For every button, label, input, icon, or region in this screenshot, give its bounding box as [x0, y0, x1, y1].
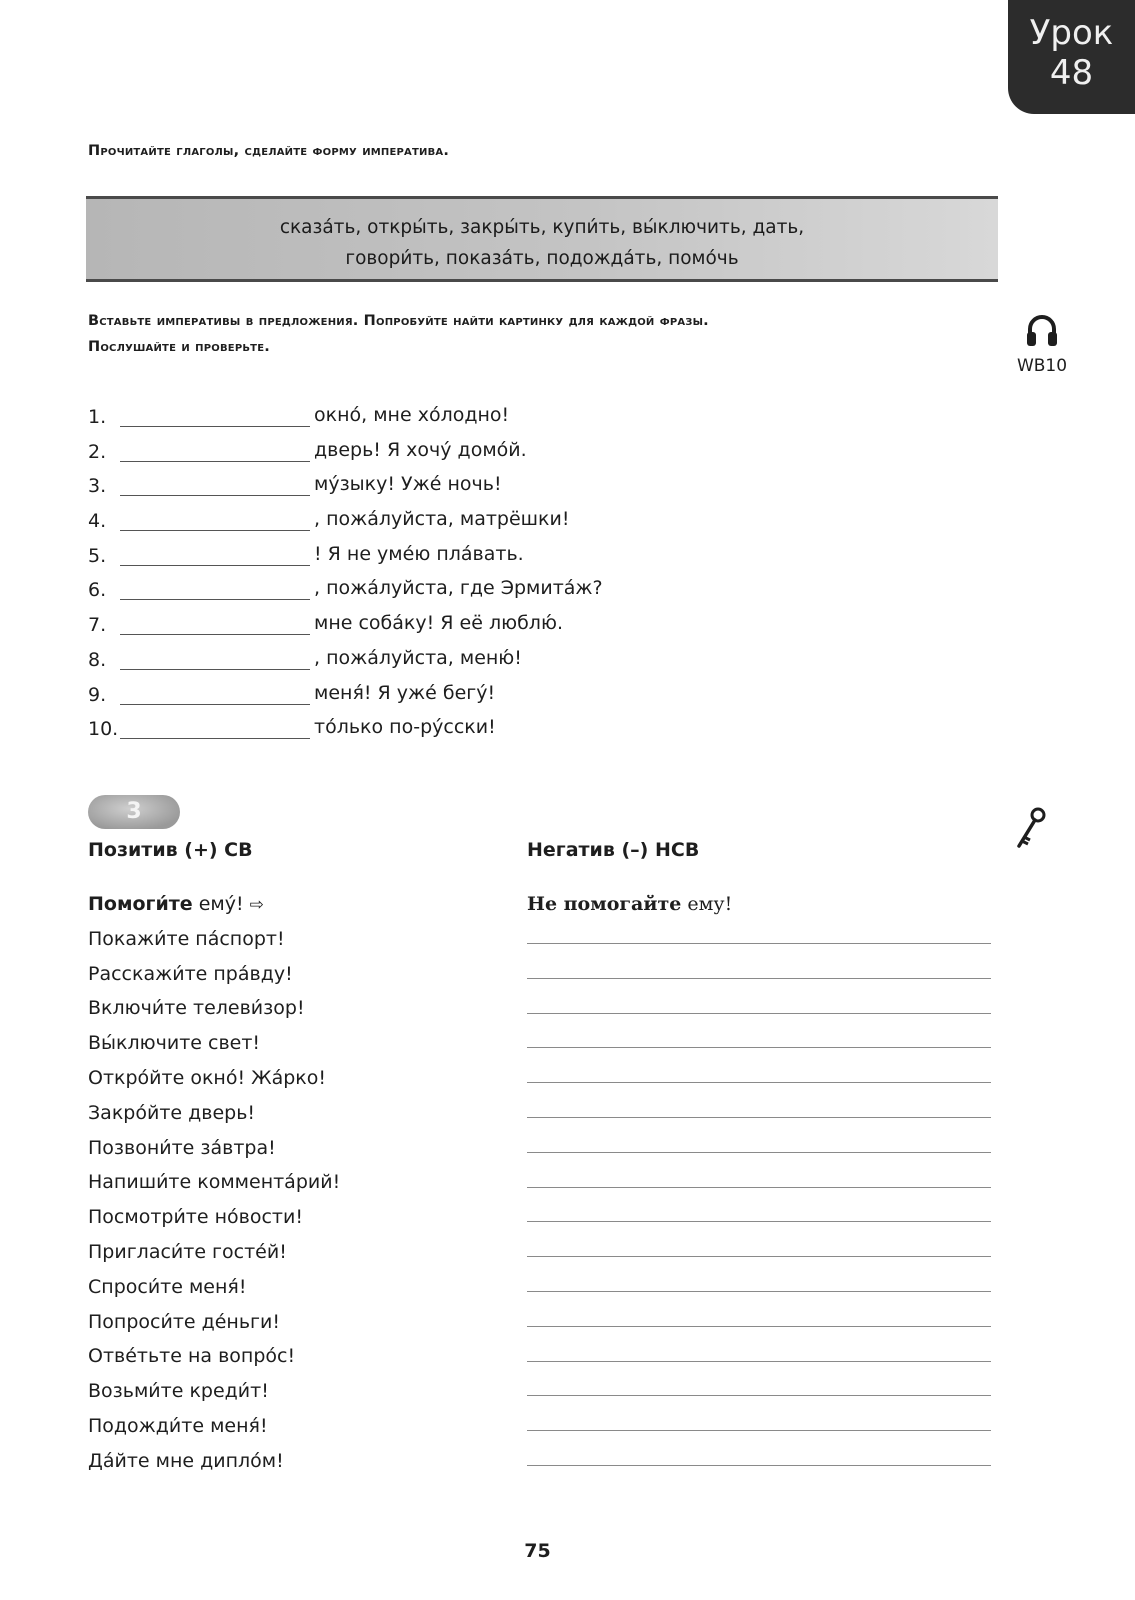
- positive-item: Закро́йте дверь!: [88, 1101, 256, 1124]
- sentence-text: ! Я не уме́ю пла́вать.: [314, 542, 524, 565]
- answer-line[interactable]: [527, 1117, 991, 1152]
- sentence-text: мне соба́ку! Я её люблю́.: [314, 612, 563, 635]
- answer-line[interactable]: [527, 1152, 991, 1187]
- sentence-number: 2.: [88, 440, 107, 463]
- negative-example-rest: ему!: [681, 893, 733, 915]
- arrow-right-icon: ⇨: [249, 895, 264, 915]
- answer-blank[interactable]: [120, 669, 310, 670]
- answer-line[interactable]: [527, 1013, 991, 1048]
- sentence-number: 1.: [88, 406, 107, 428]
- negative-example: [527, 893, 732, 915]
- answer-line[interactable]: [527, 978, 991, 1013]
- answer-blank[interactable]: [120, 738, 310, 739]
- sentence-number: 7.: [88, 614, 107, 637]
- answer-line[interactable]: [527, 1326, 991, 1361]
- answer-blank[interactable]: [120, 530, 310, 531]
- positive-item: Расскажи́те пра́вду!: [88, 962, 293, 985]
- sentence-text: , пожа́луйста, матрёшки!: [314, 508, 570, 531]
- positive-item: Напиши́те коммента́рий!: [88, 1171, 341, 1194]
- positive-list: [88, 893, 340, 1485]
- positive-item: Откро́йте окно́! Жа́рко!: [88, 1066, 327, 1089]
- positive-item: Покажи́те па́спорт!: [88, 927, 285, 950]
- answer-line[interactable]: [527, 1465, 991, 1500]
- positive-item: Включи́те телеви́зор!: [88, 997, 305, 1020]
- answer-blank[interactable]: [120, 704, 310, 705]
- sentence-number: 6.: [88, 579, 107, 602]
- exercise1-instruction: Прочитайте глаголы, сделайте форму императива.: [88, 143, 450, 159]
- answer-blank[interactable]: [120, 565, 310, 566]
- answer-line[interactable]: [527, 1256, 991, 1291]
- answer-line[interactable]: [527, 943, 991, 978]
- positive-item: Попроси́те де́ньги!: [88, 1310, 281, 1333]
- answer-blank[interactable]: [120, 599, 310, 600]
- verb-box: [86, 196, 998, 282]
- negative-example-bold: Не помогайте: [527, 893, 682, 915]
- positive-item: Спроси́те меня́!: [88, 1275, 247, 1298]
- positive-item: Отве́тьте на вопро́с!: [88, 1345, 296, 1368]
- sentence-text: меня́! Я уже́ бегу́!: [314, 681, 496, 704]
- positive-item: Возьми́те креди́т!: [88, 1380, 269, 1403]
- sentence-number: 10.: [88, 718, 119, 741]
- audio-code: WB10: [1016, 356, 1068, 376]
- answer-line[interactable]: [527, 1082, 991, 1117]
- sentence-text: окно́, мне хо́лодно!: [314, 404, 510, 426]
- positive-item: Посмотри́те но́вости!: [88, 1206, 303, 1229]
- sentence-number: 5.: [88, 544, 107, 567]
- positive-item: Подожди́те меня́!: [88, 1414, 268, 1437]
- answer-blank[interactable]: [120, 461, 310, 462]
- positive-item: Пригласи́те госте́й!: [88, 1240, 287, 1263]
- sentence-number: 9.: [88, 683, 107, 706]
- exercise2-instruction-line-2: Послушайте и проверьте.: [88, 339, 270, 355]
- exercise-number-badge: 3: [88, 795, 180, 829]
- positive-item: Позвони́те за́втра!: [88, 1136, 276, 1159]
- key-icon: [1011, 806, 1051, 850]
- sentence-text: дверь! Я хочу́ домо́й.: [314, 438, 527, 461]
- verbs-line-2: говори́ть, показа́ть, подожда́ть, помо́чь: [345, 248, 739, 269]
- answer-blank[interactable]: [120, 495, 310, 496]
- answer-line[interactable]: [527, 1361, 991, 1396]
- answer-line[interactable]: [527, 1187, 991, 1222]
- positive-item: Вы́ключите свет!: [88, 1032, 261, 1055]
- answer-line[interactable]: [527, 1395, 991, 1430]
- example-bold: Помоги́те: [88, 893, 193, 915]
- sentence-text: , пожа́луйста, где Эрмита́ж?: [314, 577, 603, 600]
- example-rest: ему́!: [192, 893, 244, 915]
- positive-example: [88, 893, 340, 928]
- answer-line[interactable]: [527, 1430, 991, 1465]
- answer-blank[interactable]: [120, 634, 310, 635]
- exercise2-instruction-line-1: Вставьте императивы в предложения. Попробуйте найти картинку для каждой фразы.: [88, 313, 709, 329]
- positive-item: Да́йте мне дипло́м!: [88, 1449, 284, 1472]
- headphones-icon[interactable]: [1025, 313, 1059, 349]
- sentence-text: , пожа́луйста, меню́!: [314, 646, 522, 669]
- sentence-number: 4.: [88, 510, 107, 533]
- sentence-number: 8.: [88, 648, 107, 671]
- sentence-text: му́зыку! Уже́ ночь!: [314, 473, 502, 496]
- page-number: 75: [524, 1540, 551, 1562]
- exercise2-instruction: [88, 308, 709, 360]
- sentence-number: 3.: [88, 475, 107, 498]
- answer-blank[interactable]: [120, 426, 310, 427]
- negative-column-header: Негатив (–) НСВ: [527, 839, 700, 861]
- positive-column-header: Позитив (+) СВ: [88, 839, 253, 861]
- answer-line[interactable]: [527, 1221, 991, 1256]
- sentence-text: то́лько по-ру́сски!: [314, 716, 496, 739]
- negative-answer-lines: [527, 943, 991, 1500]
- verbs-line-1: сказа́ть, откры́ть, закры́ть, купи́ть, вы́ключить, дать,: [279, 217, 805, 238]
- lesson-tab: [1008, 0, 1135, 114]
- answer-line[interactable]: [527, 1047, 991, 1082]
- lesson-number: 48: [1049, 53, 1094, 93]
- answer-line[interactable]: [527, 1291, 991, 1326]
- lesson-word: Урок: [1029, 13, 1114, 53]
